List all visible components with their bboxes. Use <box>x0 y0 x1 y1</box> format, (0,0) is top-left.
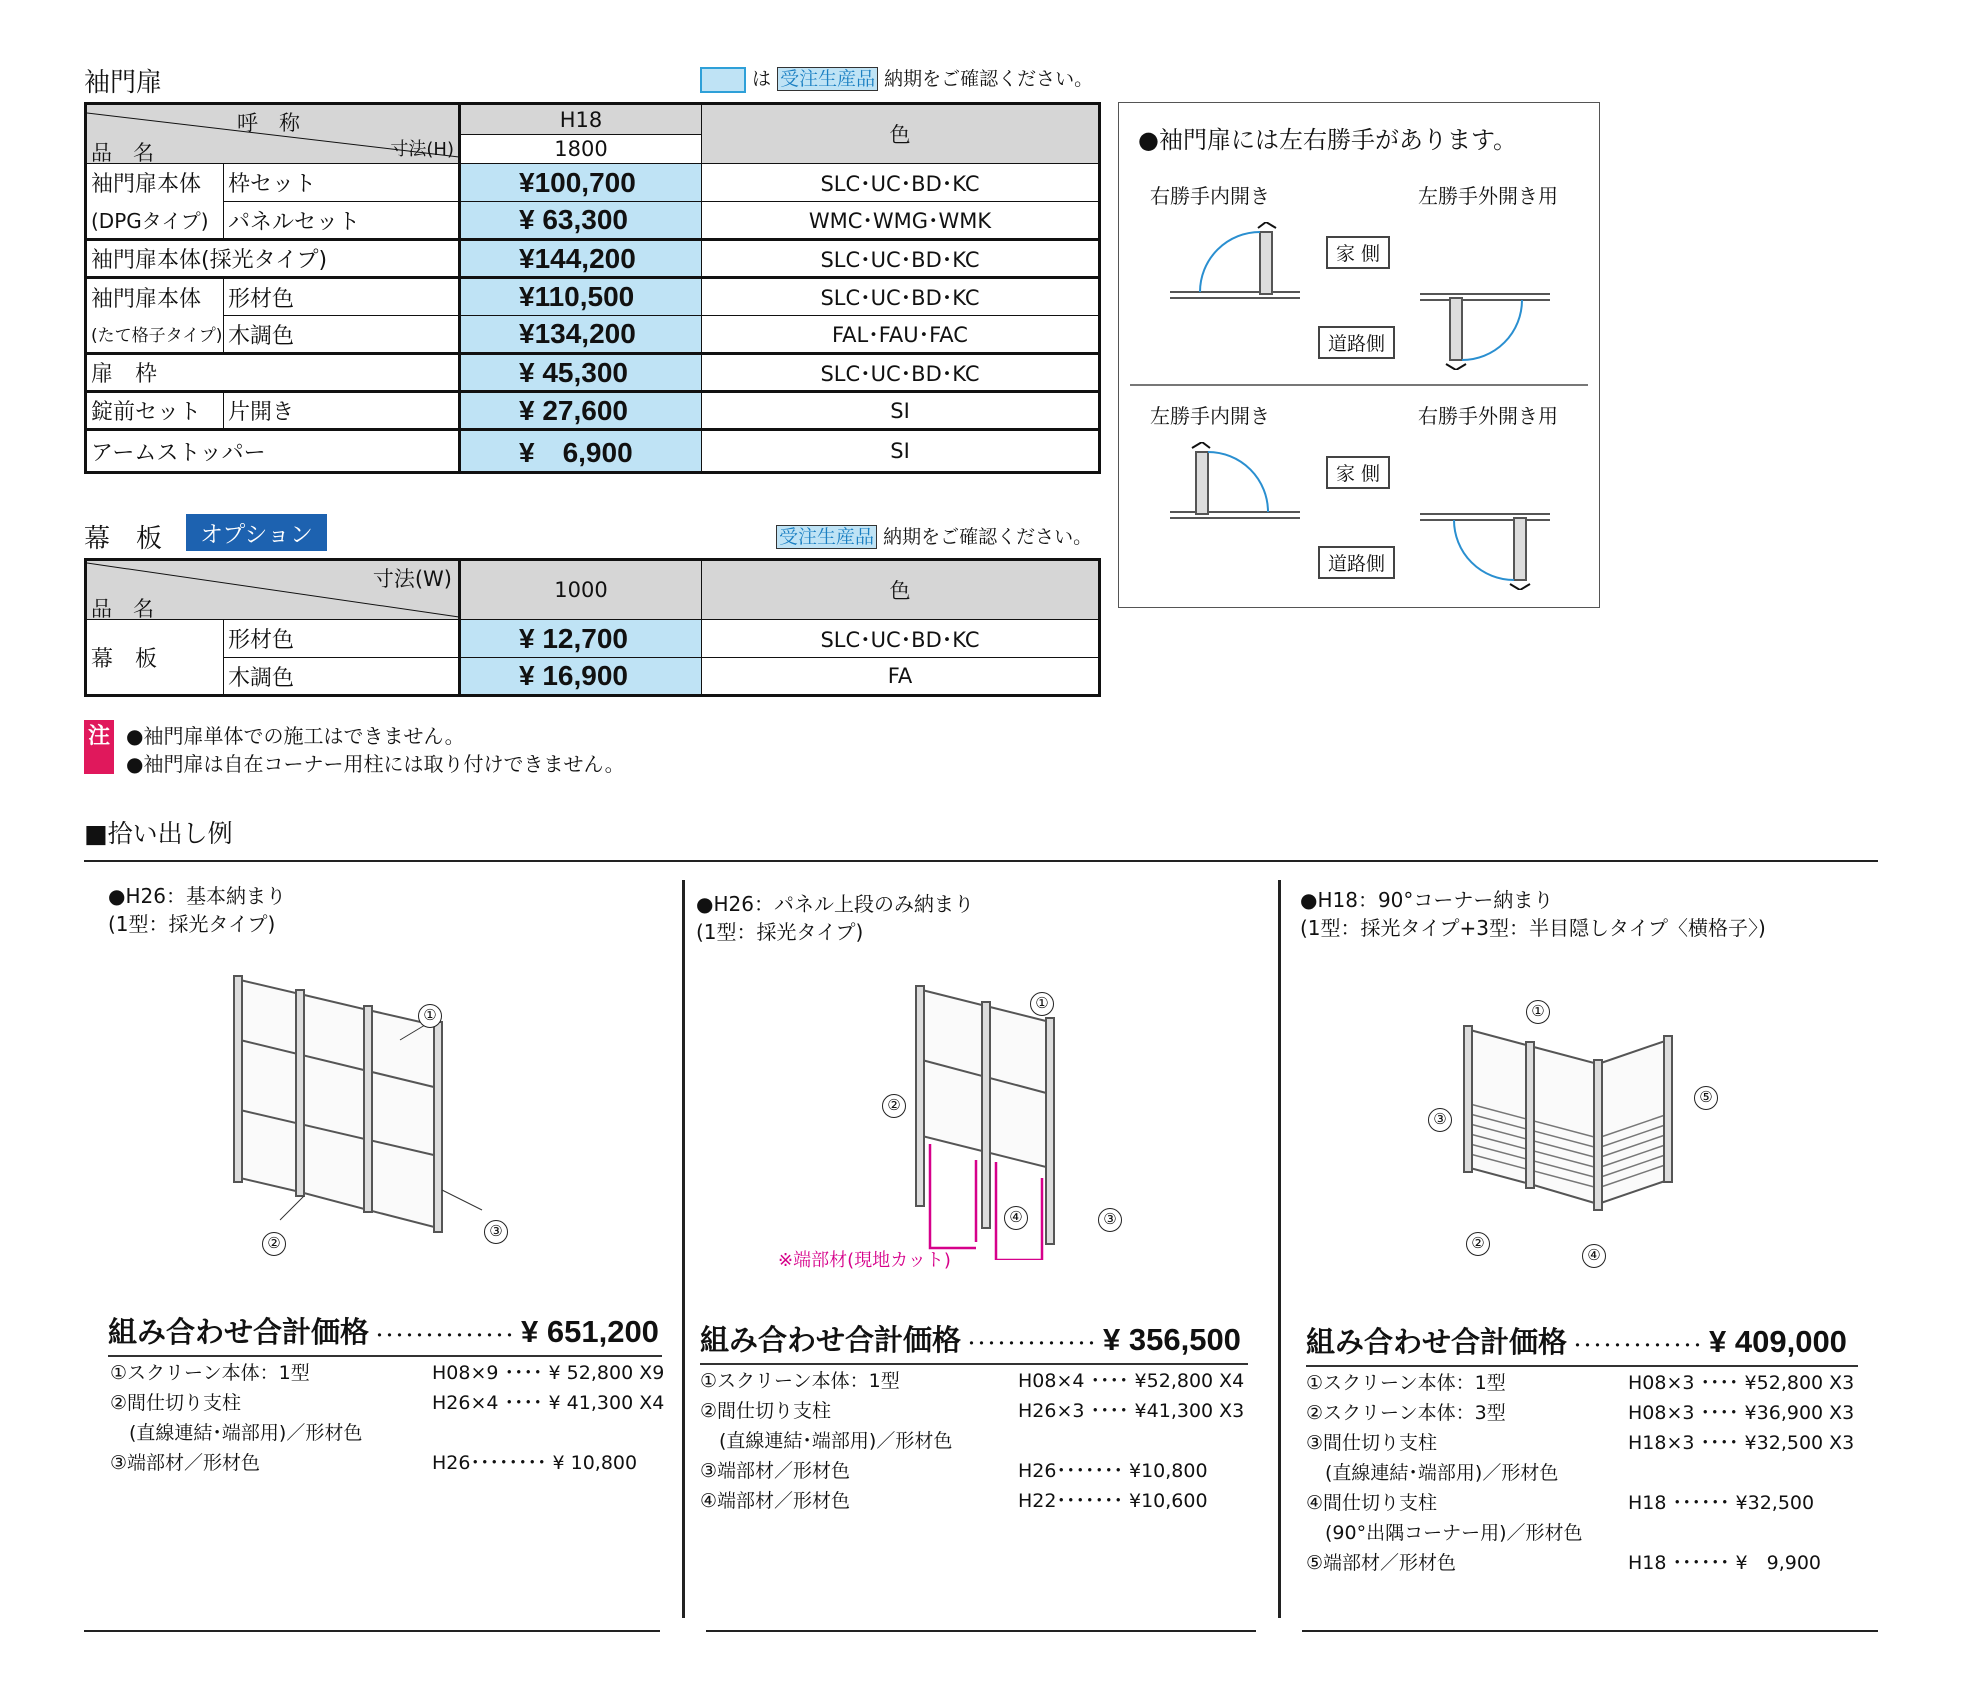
table-row: (たて格子タイプ) 木調色 ¥134,200 FAL･FAU･FAC <box>86 316 1100 354</box>
note-mark: 注 <box>84 720 114 774</box>
list-item: ④間仕切り支柱 H18 ･･････ ¥32,500 <box>1306 1492 1815 1514</box>
note-2: ●袖門扉は自在コーナー用柱には取り付けできません。 <box>126 752 625 776</box>
road-side-label: 道路側 <box>1318 546 1395 579</box>
header-diagonal-cell: 呼 称 品 名 寸法(H) <box>86 104 460 164</box>
list-item: ②間仕切り支柱 H26×3 ････ ¥41,300 X3 <box>700 1400 1245 1422</box>
list-item: (直線連結･端部用)／形材色 <box>110 1422 363 1444</box>
list-item: ①スクリーン本体：1型 H08×4 ････ ¥52,800 X4 <box>700 1370 1245 1392</box>
maku-notice: 受注生産品 納期をご確認ください。 <box>776 522 1092 549</box>
made-to-order-tag: 受注生産品 <box>777 67 878 91</box>
road-side-label: 道路側 <box>1318 326 1395 359</box>
list-item: ③端部材／形材色 H26････････ ¥ 10,800 <box>110 1452 638 1474</box>
example-2-title: ●H26：パネル上段のみ納まり (1型：採光タイプ) <box>696 892 974 944</box>
legend-swatch <box>700 67 746 93</box>
table-row: 扉 枠 ¥ 45,300 SLC･UC･BD･KC <box>86 354 1100 392</box>
table-row: 袖門扉本体 形材色 ¥110,500 SLC･UC･BD･KC <box>86 278 1100 316</box>
sode-notice: は 受注生産品 納期をご確認ください。 <box>700 64 1093 93</box>
hand-title: ●袖門扉には左右勝手があります。 <box>1138 126 1518 154</box>
maku-price-table <box>84 558 1101 697</box>
column-divider <box>682 880 685 1618</box>
table-row: (DPGタイプ) パネルセット ¥ 63,300 WMC･WMG･WMK <box>86 202 1100 240</box>
note-1: ●袖門扉単体での施工はできません。 <box>126 724 465 748</box>
cut-note: ※端部材(現地カット) <box>778 1250 951 1271</box>
sode-price-table <box>84 102 1101 474</box>
sode-title: 袖門扉 <box>84 68 163 98</box>
example-3-total: 組み合わせ合計価格 ･････････････ ¥ 409,000 <box>1306 1320 1858 1367</box>
table-row: 袖門扉本体 枠セット ¥100,700 SLC･UC･BD･KC <box>86 164 1100 202</box>
maku-title: 幕 板 <box>84 524 163 554</box>
list-item: ①スクリーン本体：1型 H08×9 ････ ¥ 52,800 X9 <box>110 1362 665 1384</box>
table-header <box>86 104 1100 164</box>
example-3-screen-diagram <box>1440 1020 1690 1240</box>
example-3-items <box>1306 1368 1886 1578</box>
example-1-total: 組み合わせ合計価格 ･･････････････ ¥ 651,200 <box>108 1310 662 1357</box>
list-item: (90°出隅コーナー用)／形材色 <box>1306 1522 1583 1544</box>
door-diagram-left-out <box>1420 280 1560 370</box>
header-color: 色 <box>702 560 1100 620</box>
header-size: H18 1800 <box>460 104 702 164</box>
table-row: 木調色 ¥ 16,900 FA <box>86 658 1100 696</box>
house-side-label: 家 側 <box>1326 236 1390 269</box>
door-diagram-left-in <box>1160 442 1300 532</box>
list-item: ②間仕切り支柱 H26×4 ････ ¥ 41,300 X4 <box>110 1392 665 1414</box>
example-2-total: 組み合わせ合計価格 ･････････････ ¥ 356,500 <box>700 1318 1248 1365</box>
list-item: ②スクリーン本体：3型 H08×3 ････ ¥36,900 X3 <box>1306 1402 1855 1424</box>
table-row: 錠前セット 片開き ¥ 27,600 SI <box>86 392 1100 430</box>
table-row: 袖門扉本体(採光タイプ) ¥144,200 SLC･UC･BD･KC <box>86 240 1100 278</box>
list-item: ④端部材／形材色 H22･･･････ ¥10,600 <box>700 1490 1208 1512</box>
option-badge: オプション <box>186 514 327 551</box>
example-1-title: ●H26：基本納まり (1型：採光タイプ) <box>108 884 286 936</box>
example-1-items <box>110 1358 670 1478</box>
table-header <box>86 560 1100 620</box>
door-diagram-right-out <box>1420 500 1560 590</box>
house-side-label: 家 側 <box>1326 456 1390 489</box>
table-row: 幕 板 形材色 ¥ 12,700 SLC･UC･BD･KC <box>86 620 1100 658</box>
example-3-title: ●H18：90°コーナー納まり (1型：採光タイプ+3型：半目隠しタイプ〈横格子〉) <box>1300 888 1766 940</box>
column-divider <box>1278 880 1281 1618</box>
header-color: 色 <box>702 104 1100 164</box>
header-diagonal-cell: 寸法(W) 品 名 <box>86 560 460 620</box>
list-item: (直線連結･端部用)／形材色 <box>700 1430 953 1452</box>
example-2-screen-diagram <box>900 980 1100 1260</box>
examples-rule <box>84 860 1878 862</box>
hand-divider <box>1130 384 1588 386</box>
list-item: ①スクリーン本体：1型 H08×3 ････ ¥52,800 X3 <box>1306 1372 1855 1394</box>
list-item: (直線連結･端部用)／形材色 <box>1306 1462 1559 1484</box>
list-item: ③端部材／形材色 H26･･･････ ¥10,800 <box>700 1460 1208 1482</box>
door-diagram-right-in <box>1160 222 1300 312</box>
example-2-items <box>700 1366 1260 1516</box>
example-1-screen-diagram <box>220 970 520 1270</box>
list-item: ⑤端部材／形材色 H18 ･･････ ¥ 9,900 <box>1306 1552 1822 1574</box>
table-row: アームストッパー ¥ 6,900 SI <box>86 430 1100 473</box>
header-size: 1000 <box>460 560 702 620</box>
examples-heading: ■拾い出し例 <box>84 819 233 848</box>
list-item: ③間仕切り支柱 H18×3 ････ ¥32,500 X3 <box>1306 1432 1855 1454</box>
